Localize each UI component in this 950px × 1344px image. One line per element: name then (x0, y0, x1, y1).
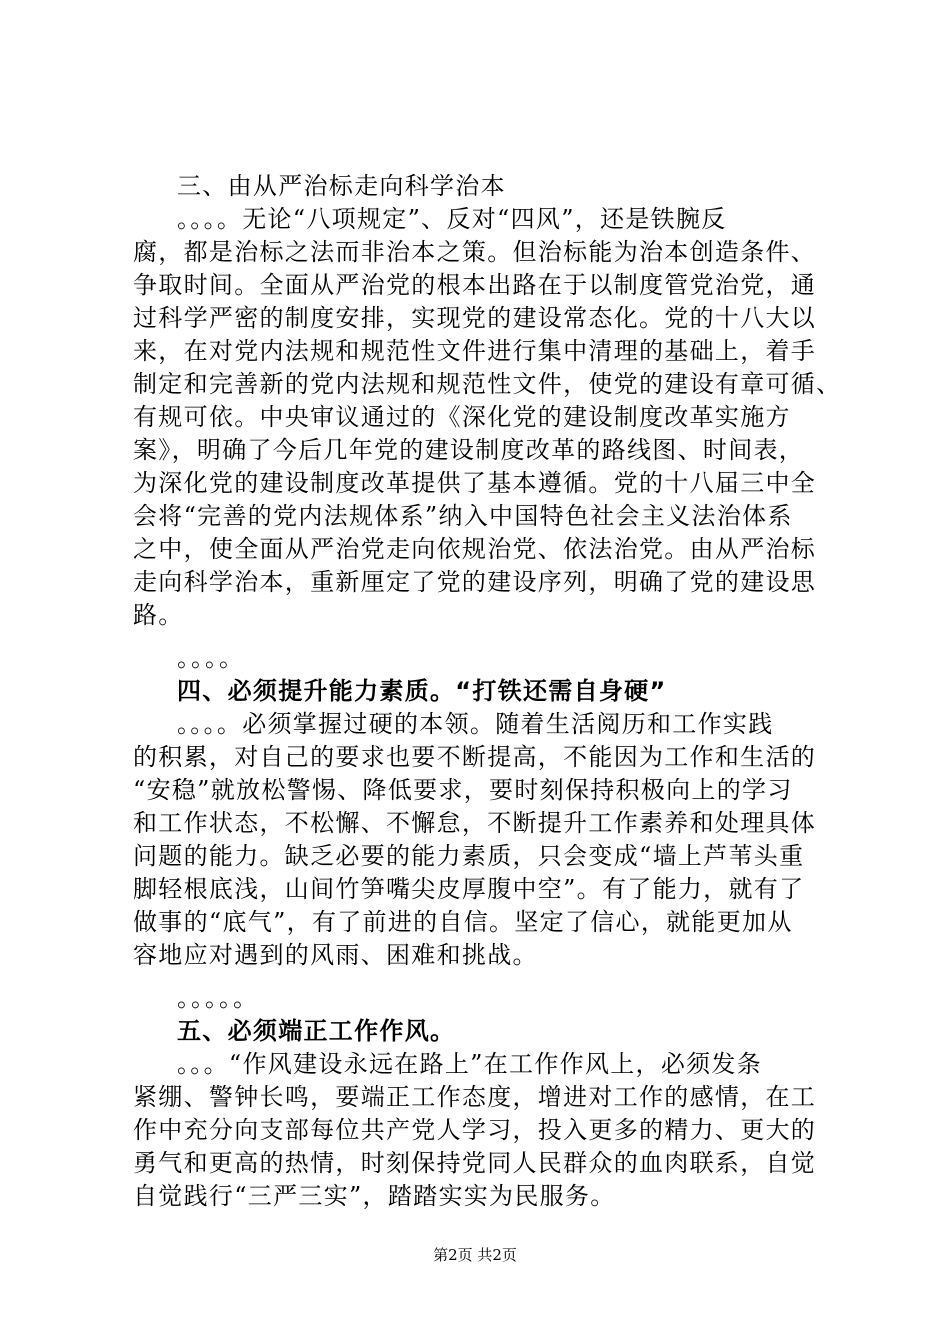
paragraph-line: 的积累，对自己的要求也要不断提高，不能因为工作和生活的 (133, 743, 817, 771)
paragraph-line: 。。。。无论“八项规定”、反对“四风”，还是铁腕反 (177, 205, 727, 233)
paragraph-line: 走向科学治本，重新厘定了党的建设序列，明确了党的建设思 (133, 568, 817, 596)
paragraph-line: 有规可依。中央审议通过的《深化党的建设制度改革实施方 (133, 403, 791, 431)
paragraph-line: 做事的“底气”，有了前进的自信。坚定了信心，就能更加从 (133, 908, 793, 936)
paragraph-line: 脚轻根底浅，山间竹笋嘴尖皮厚腹中空”。有了能力，就有了 (133, 875, 805, 903)
paragraph-line: 会将“完善的党内法规体系”纳入中国特色社会主义法治体系 (133, 502, 793, 530)
paragraph-line: 。。。。必须掌握过硬的本领。随着生活阅历和工作实践 (177, 710, 774, 738)
paragraph-line: 腐，都是治标之法而非治本之策。但治标能为治本创造条件、 (133, 238, 817, 266)
paragraph-line: 作中充分向支部每位共产党人学习，投入更多的精力、更大的 (133, 1116, 817, 1144)
paragraph-line: 。。。“作风建设永远在路上”在工作作风上，必须发条 (177, 1050, 763, 1078)
paragraph-line: 来，在对党内法规和规范性文件进行集中清理的基础上，着手 (133, 337, 817, 365)
page-footer: 第2页 共2页 (433, 1246, 517, 1264)
paragraph-line: 勇气和更高的热情，时刻保持党同人民群众的血肉联系，自觉 (133, 1149, 817, 1177)
paragraph-line: 争取时间。全面从严治党的根本出路在于以制度管党治党，通 (133, 271, 817, 299)
paragraph-line: 自觉践行“三严三实”，踏踏实实为民服务。 (133, 1182, 616, 1210)
paragraph-line: 和工作状态，不松懈、不懈怠，不断提升工作素养和处理具体 (133, 809, 817, 837)
paragraph-line: 之中，使全面从严治党走向依规治党、依法治党。由从严治标 (133, 535, 817, 563)
paragraph-line: 制定和完善新的党内法规和规范性文件，使党的建设有章可循、 (133, 370, 842, 398)
paragraph-line: 紧绷、警钟长鸣，要端正工作态度，增进对工作的感情，在工 (133, 1083, 817, 1111)
document-body (133, 170, 842, 1213)
section-4-heading: 四、必须提升能力素质。“打铁还需自身硬” (177, 677, 667, 705)
section-5-dots: 。。。。。 (177, 984, 259, 1012)
section-3-heading: 三、由从严治标走向科学治本 (177, 172, 506, 200)
section-5-heading: 五、必须端正工作作风。 (177, 1017, 456, 1045)
paragraph-line: 过科学严密的制度安排，实现党的建设常态化。党的十八大以 (133, 304, 817, 332)
paragraph-line: 为深化党的建设制度改革提供了基本遵循。党的十八届三中全 (133, 469, 817, 497)
paragraph-line: 路。 (133, 601, 184, 629)
paragraph-line: 容地应对遇到的风雨、困难和挑战。 (133, 941, 538, 969)
paragraph-line: 案》，明确了今后几年党的建设制度改革的路线图、时间表， (133, 436, 805, 464)
section-4-dots: 。。。。 (177, 644, 245, 672)
paragraph-line: “安稳”就放松警惕、降低要求，要时刻保持积极向上的学习 (133, 776, 793, 804)
paragraph-line: 问题的能力。缺乏必要的能力素质，只会变成“墙上芦苇头重 (133, 842, 805, 870)
